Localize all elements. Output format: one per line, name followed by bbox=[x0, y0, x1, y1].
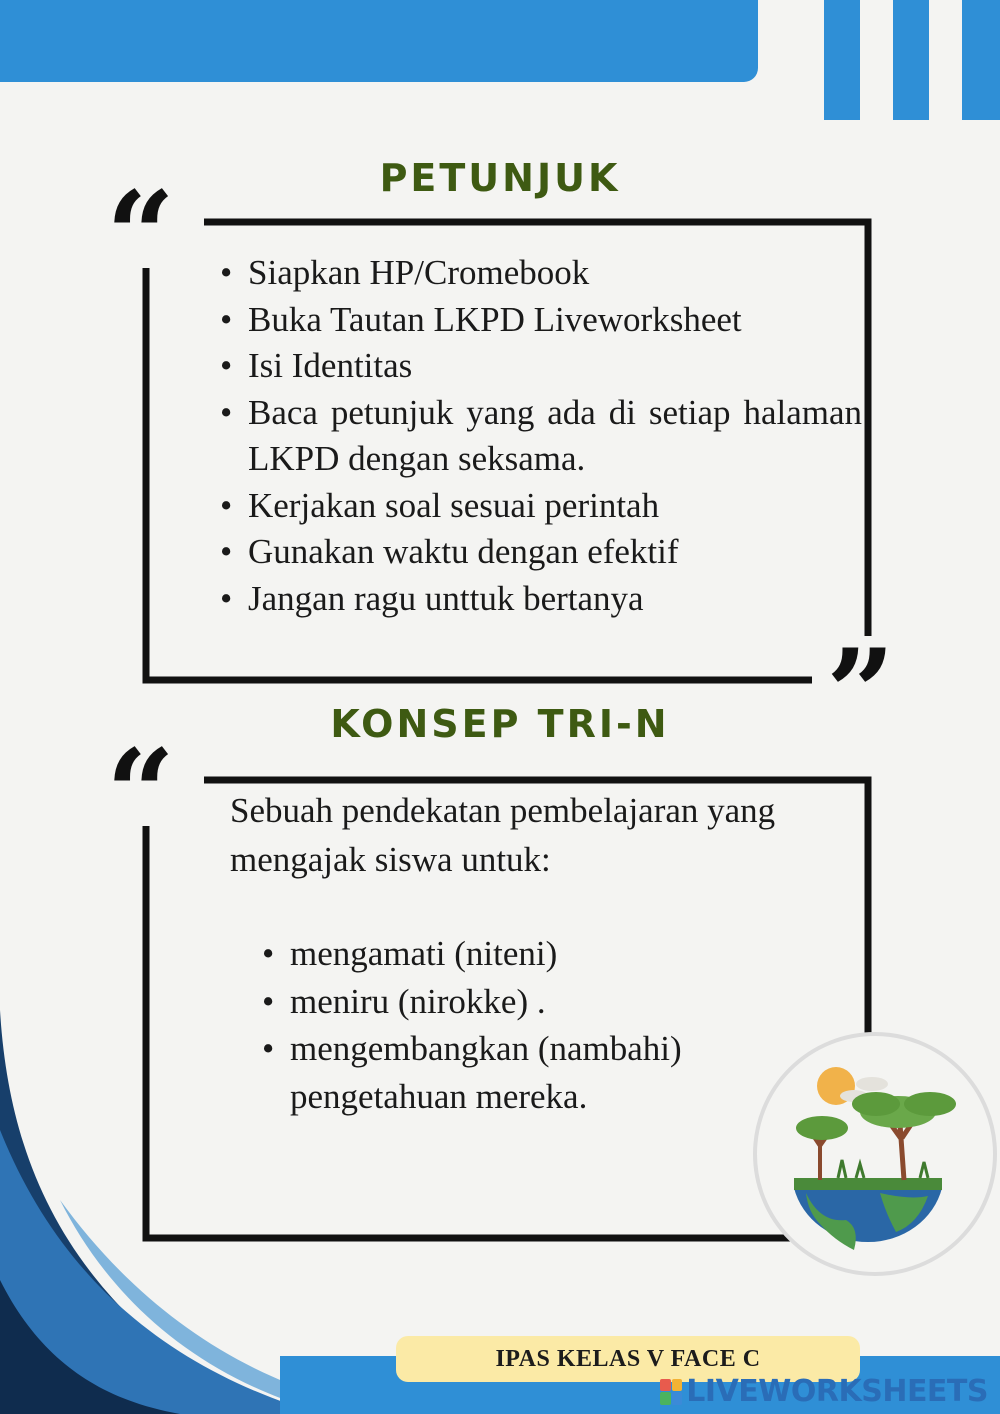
list-item: • mengembangkan (nambahi) pengetahuan mereka. bbox=[256, 1025, 816, 1120]
list-item: • Isi Identitas bbox=[214, 343, 862, 390]
konsep-intro: Sebuah pendekatan pembelajaran yang mengajak siswa untuk: bbox=[230, 791, 776, 879]
footer-label: IPAS KELAS V FACE C bbox=[396, 1336, 860, 1382]
brand-name: LIVEWORKSHEETS bbox=[686, 1374, 988, 1409]
close-quote-icon: ” bbox=[826, 623, 896, 764]
list-item: • Baca petunjuk yang ada di setiap halaman LKPD dengan seksama. bbox=[214, 390, 862, 483]
list-item: • Buka Tautan LKPD Liveworksheet bbox=[214, 297, 862, 344]
liveworksheets-brand bbox=[660, 1374, 988, 1409]
konsep-list bbox=[256, 930, 816, 1120]
konsep-title: KONSEP TRI-N bbox=[330, 702, 670, 746]
open-quote-icon: “ bbox=[106, 165, 176, 306]
earth-trees-illustration bbox=[750, 1028, 1000, 1288]
liveworksheets-logo-icon bbox=[660, 1379, 682, 1405]
list-item: • Siapkan HP/Cromebook bbox=[214, 250, 862, 297]
list-item: • meniru (nirokke) . bbox=[256, 978, 816, 1026]
list-item: • Kerjakan soal sesuai perintah bbox=[214, 483, 862, 530]
petunjuk-title: PETUNJUK bbox=[379, 156, 621, 200]
list-item: • Gunakan waktu dengan efektif bbox=[214, 529, 862, 576]
list-item: • Jangan ragu unttuk bertanya bbox=[214, 576, 862, 623]
open-quote-icon: “ bbox=[106, 723, 176, 864]
list-item: • mengamati (niteni) bbox=[256, 930, 816, 978]
